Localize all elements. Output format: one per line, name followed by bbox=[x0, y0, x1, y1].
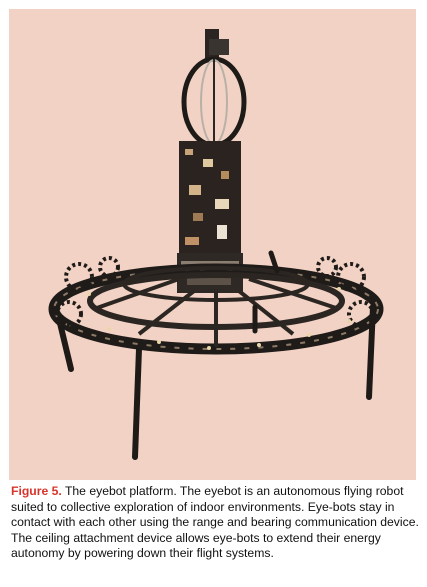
figure-image-panel bbox=[9, 9, 416, 480]
eyebot-robot-illustration bbox=[9, 9, 416, 480]
caption-text: The eyebot platform. The eyebot is an autonomous flying robot suited to collective exploration of indoor environments. Eye-bots stay in contact with each other using the range and bearing communication device. The ceiling attachment device allows eye-bots to extend their energy autonomy by powering down their flight systems. bbox=[11, 484, 419, 560]
figure-caption bbox=[11, 484, 421, 562]
figure-label: Figure 5. bbox=[11, 484, 62, 498]
ceiling-attachment-device bbox=[184, 29, 244, 145]
